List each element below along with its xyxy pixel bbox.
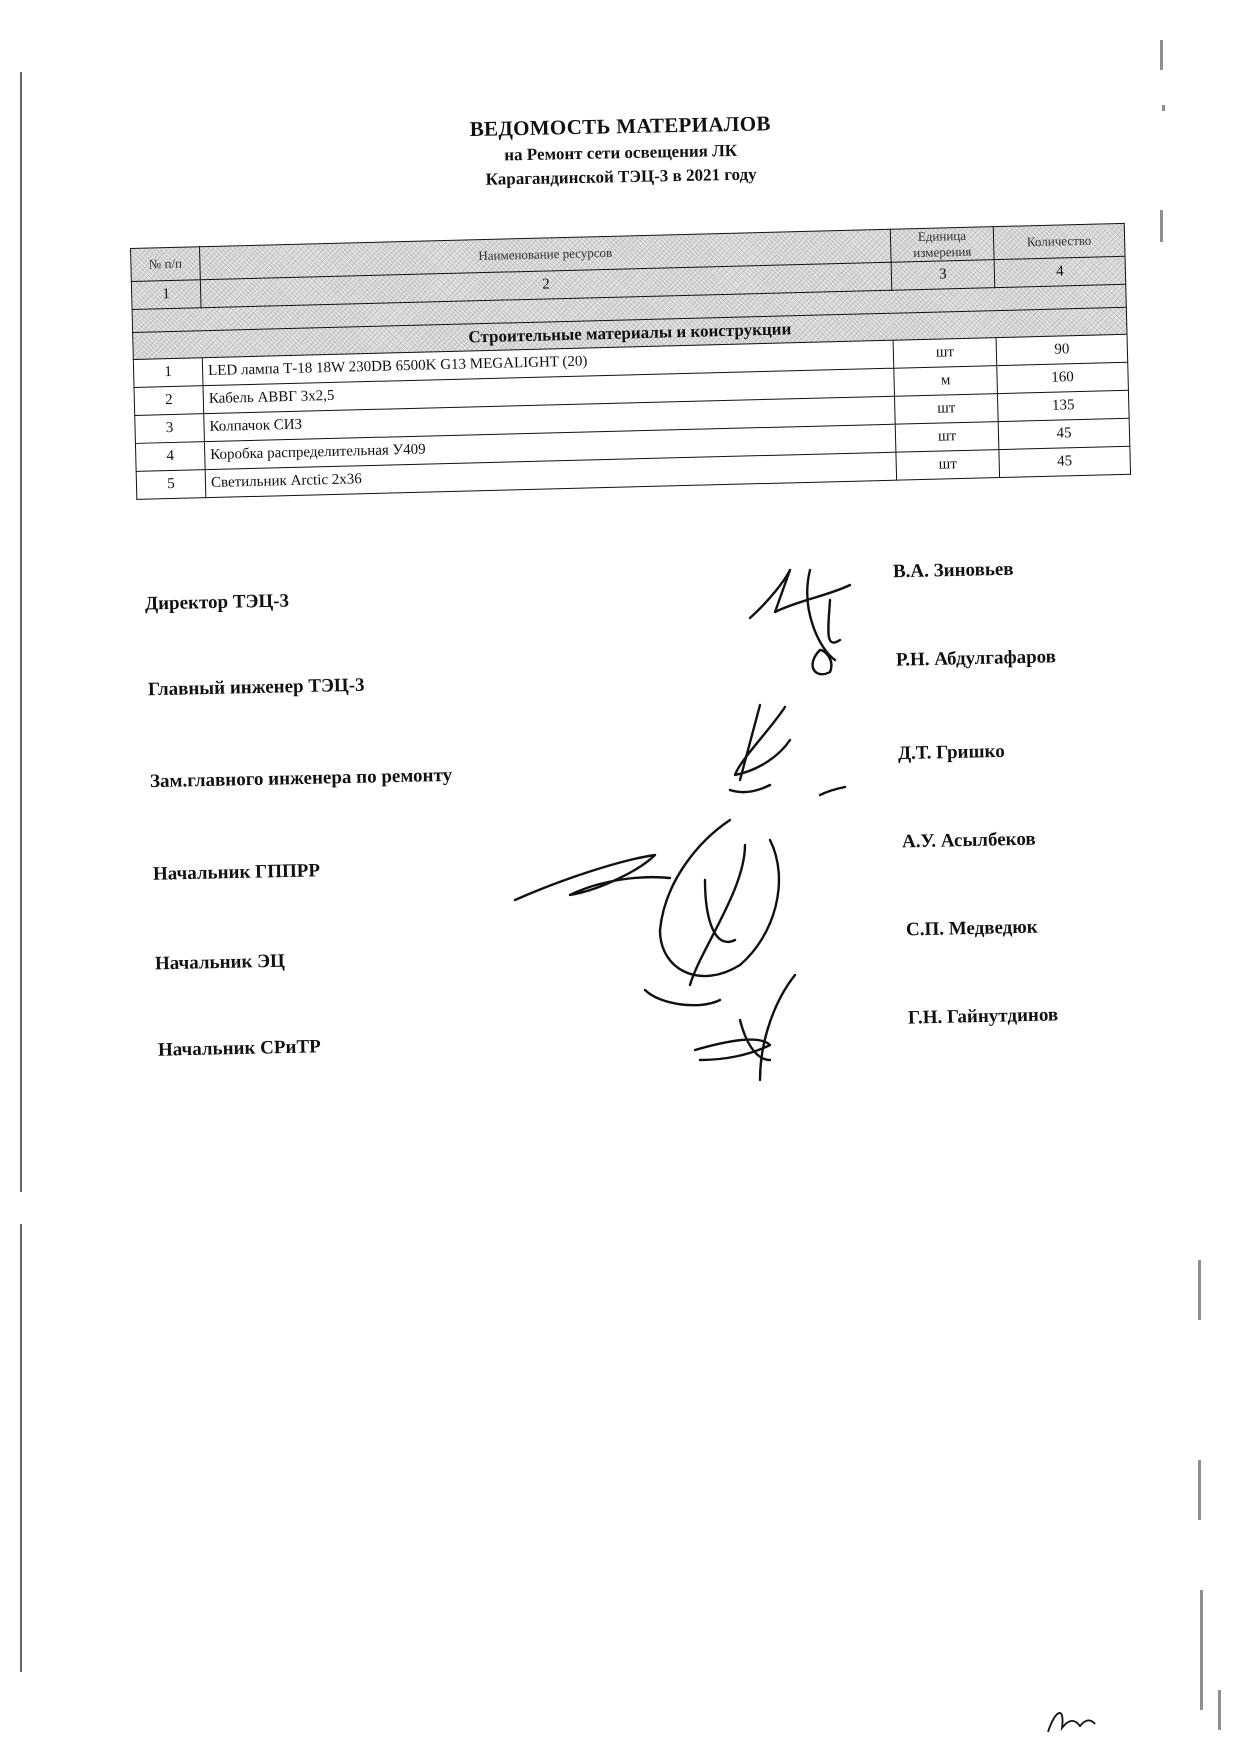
signature-name: Г.Н. Гайнутдинов [907, 1004, 1059, 1029]
signature-gpprr [515, 820, 779, 1005]
signature-role: Начальник ЭЦ [154, 950, 286, 975]
row-qty: 160 [997, 362, 1129, 393]
row-num: 2 [134, 386, 204, 416]
signature-role: Начальник ГППРР [152, 860, 321, 885]
row-qty: 90 [996, 334, 1128, 365]
signature-name: Р.Н. Абдулгафаров [895, 646, 1057, 671]
row-name: Коробка распределительная У409 [204, 424, 895, 469]
index-cell: 2 [200, 262, 891, 307]
signature-name: Д.Т. Гришко [897, 740, 1005, 765]
row-num: 1 [133, 358, 203, 388]
row-num: 3 [135, 414, 205, 444]
document-subtitle-line2: Карагандинской ТЭЦ-3 в 2021 году [485, 164, 757, 189]
row-name: LED лампа Т-18 18W 230DB 6500K G13 MEGALIGHT (20) [202, 340, 893, 385]
initials-mark [1040, 1700, 1100, 1740]
row-unit: шт [896, 450, 1000, 481]
document-title: ВЕДОМОСТЬ МАТЕРИАЛОВ [469, 111, 771, 142]
row-qty: 45 [998, 418, 1130, 449]
row-qty: 135 [997, 390, 1129, 421]
index-cell: 3 [891, 260, 995, 291]
row-name: Колпачок СИЗ [204, 396, 895, 441]
signature-role: Зам.главного инженера по ремонту [149, 764, 453, 793]
row-num: 5 [136, 470, 206, 500]
signature-role: Начальник СРиТР [157, 1036, 321, 1061]
row-name: Светильник Arctic 2х36 [205, 452, 896, 497]
signature-name: А.У. Асылбеков [901, 828, 1036, 853]
document-subtitle-line1: на Ремонт сети освещения ЛК [504, 140, 738, 165]
signature-role: Директор ТЭЦ-3 [144, 590, 290, 615]
row-qty: 45 [999, 446, 1131, 477]
row-unit: м [894, 366, 998, 397]
index-cell: 4 [994, 256, 1126, 287]
row-num: 4 [135, 442, 205, 472]
index-cell: 1 [131, 280, 201, 310]
header-name: Наименование ресурсов [199, 229, 891, 279]
row-unit: шт [894, 394, 998, 425]
row-name: Кабель АВВГ 3х2,5 [203, 368, 894, 413]
row-unit: шт [895, 422, 999, 453]
header-num: № п/п [131, 247, 201, 282]
signature-name: В.А. Зиновьев [892, 558, 1014, 583]
signature-name: С.П. Медведюк [905, 916, 1038, 941]
header-qty: Количество [993, 223, 1125, 259]
signature-sritr [695, 975, 795, 1080]
row-unit: шт [893, 338, 997, 369]
signature-role: Главный инженер ТЭЦ-3 [147, 674, 365, 701]
header-unit: Единица измерения [890, 227, 994, 263]
signature-director [750, 570, 850, 660]
signature-deputy [730, 705, 845, 795]
section-title: Строительные материалы и конструкции [133, 307, 1127, 359]
